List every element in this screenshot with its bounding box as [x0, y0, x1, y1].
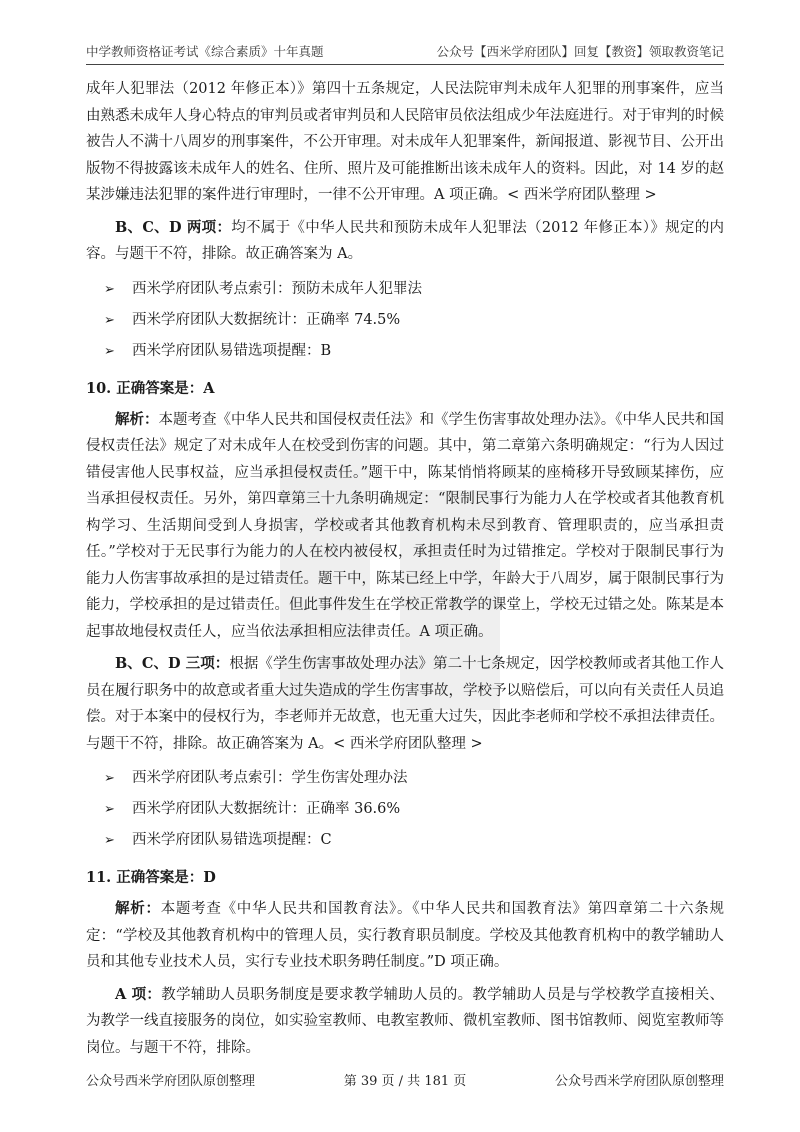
- q9-bullet-list: [86, 274, 724, 367]
- q10-analysis-paragraph: [86, 407, 724, 646]
- list-item: ➢ 西米学府团队易错选项提醒：C: [86, 825, 724, 856]
- q11-a-paragraph: [86, 982, 724, 1062]
- page-header: [86, 42, 724, 65]
- arrow-right-icon: ➢: [104, 771, 115, 786]
- page-content: [86, 76, 724, 1067]
- q9-continued-paragraph: 成年人犯罪法（2012 年修正本）》第四十五条规定，人民法院审判未成年人犯罪的刑事案件，应当由熟悉未成年人身心特点的审判员或者审判员和人民陪审员依法组成少年法庭进行。对于审判的时候被告人不满十八周岁的刑事案件，不公开审理。对未成年人犯罪案件，新闻报道、影视节目、公开出版物不得披露该未成年人的姓名、住所、照片及可能推断出该未成年人的资料。因此，对 14 岁的赵某涉嫌违法犯罪的案件进行审理时，一律不公开审理。A 项正确。< 西米学府团队整理 >: [86, 81, 724, 203]
- q10-bcd-text: 根据《学生伤害事故处理办法》第二十七条规定，因学校教师或者其他工作人员在履行职务中的故意或者重大过失造成的学生伤害事故，学校予以赔偿后，可以向有关责任人员追偿。对于本案中的侵权行为，李老师并无故意，也无重大过失，因此李老师和学校不承担法律责任。与题干不符，排除。故正确答案为 A。< 西米学府团队整理 >: [86, 656, 724, 752]
- footer-right: 公众号西米学府团队原创整理: [554, 1074, 724, 1089]
- q9-bcd-label: B、C、D 两项：: [115, 218, 232, 236]
- q9-bcd-paragraph: [86, 215, 724, 268]
- list-item: ➢ 西米学府团队大数据统计：正确率 36.6%: [86, 794, 724, 825]
- q10-answer-title: 10. 正确答案是：A: [86, 379, 215, 397]
- q11-analysis-label: 解析：: [115, 900, 161, 917]
- list-item: ➢ 西米学府团队考点索引：预防未成年人犯罪法: [86, 274, 724, 305]
- header-right-note: 公众号【西米学府团队】回复【教资】领取教资笔记: [436, 44, 724, 59]
- q11-a-label: A 项：: [115, 985, 162, 1003]
- header-left-title: 中学教师资格证考试《综合素质》十年真题: [86, 44, 324, 59]
- q10-analysis-label: 解析：: [115, 410, 159, 428]
- q9-bcd-text: 均不属于《中华人民共和预防未成年人犯罪法（2012 年修正本）》规定的内容。与题干不符，排除。故正确答案为 A。: [86, 219, 724, 262]
- arrow-right-icon: ➢: [104, 802, 115, 817]
- arrow-right-icon: ➢: [104, 281, 115, 297]
- arrow-right-icon: ➢: [104, 343, 115, 359]
- list-item: ➢ 西米学府团队考点索引：学生伤害处理办法: [86, 763, 724, 794]
- q11-analysis-paragraph: [86, 896, 724, 976]
- q10-analysis-text: 本题考查《中华人民共和国侵权责任法》和《学生伤害事故处理办法》。《中华人民共和国侵权责任法》规定了对未成年人在校受到伤害的问题。其中，第二章第六条明确规定：“行为人因过错侵害他人民事权益，应当承担侵权责任。”题干中，陈某悄悄将顾某的座椅移开导致顾某摔伤，应当承担侵权责任。另外，第四章第三十九条明确规定：“限制民事行为能力人在学校或者其他教育机构学习、生活期间受到人身损害，学校或者其他教育机构未尽到教育、管理职责的，应当承担责任。”学校对于无民事行为能力的人在校内被侵权，承担责任时为过错推定。学校对于限制民事行为能力人伤害事故承担的是过错责任。题干中，陈某已经上中学，年龄大于八周岁，属于限制民事行为能力，学校承担的是过错责任。但此事件发生在学校正常教学的课堂上，学校无过错之处。陈某是本起事故地侵权责任人，应当依法承担相应法律责任。A 项正确。: [86, 411, 724, 640]
- q11-analysis-text: 本题考查《中华人民共和国教育法》。《中华人民共和国教育法》第四章第二十六条规定：“学校及其他教育机构中的管理人员，实行教育职员制度。学校及其他教育机构中的教学辅助人员和其他专业技术人员，实行专业技术职务聘任制度。”D 项正确。: [86, 901, 725, 970]
- q10-bcd-label: B、C、D 三项：: [115, 655, 230, 672]
- q11-a-text: 教学辅助人员职务制度是要求教学辅助人员的。教学辅助人员是与学校教学直接相关、为教学一线直接服务的岗位，如实验室教师、电教室教师、微机室教师、图书馆教师、阅览室教师等岗位。与题干不符，排除。: [86, 986, 724, 1056]
- q11-answer-title: 11. 正确答案是：D: [86, 869, 216, 886]
- list-item: ➢ 西米学府团队大数据统计：正确率 74.5%: [86, 305, 724, 336]
- arrow-right-icon: ➢: [104, 312, 115, 328]
- footer-left: 公众号西米学府团队原创整理: [86, 1074, 256, 1089]
- list-item: ➢ 西米学府团队易错选项提醒：B: [86, 336, 724, 367]
- page-number: 第 39 页 / 共 181 页: [343, 1074, 467, 1089]
- q10-bullet-list: [86, 763, 724, 856]
- arrow-right-icon: ➢: [104, 833, 115, 848]
- q10-bcd-paragraph: [86, 651, 724, 757]
- page-footer: [86, 1070, 724, 1089]
